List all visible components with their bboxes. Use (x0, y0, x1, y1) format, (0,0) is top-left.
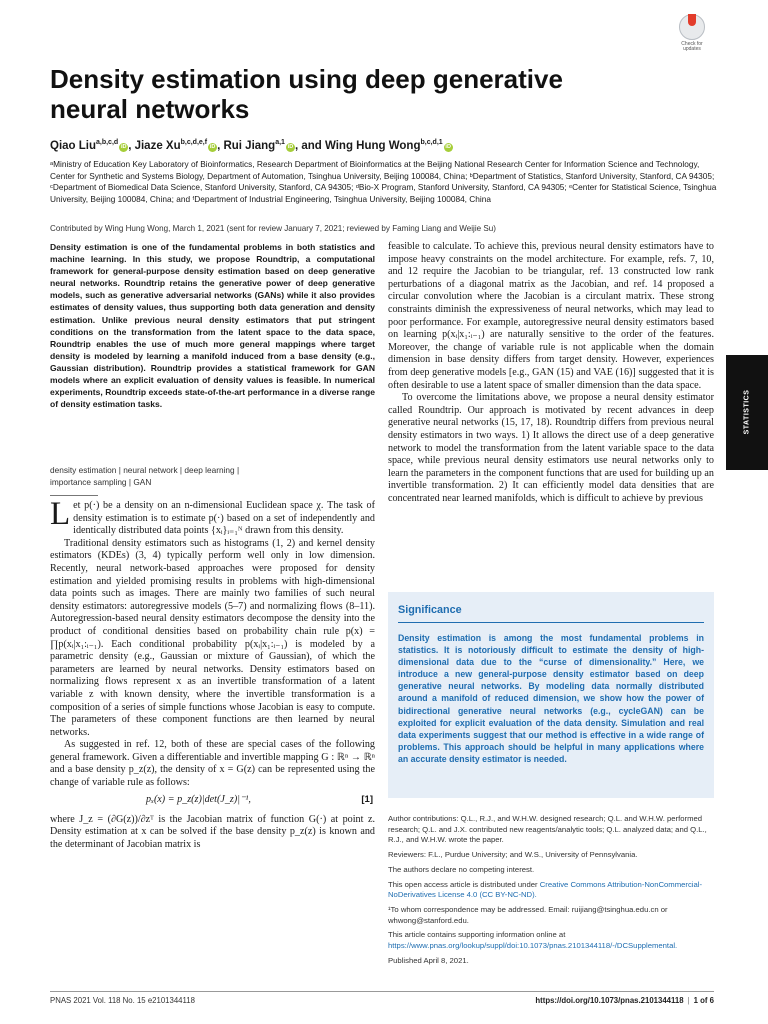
keyword[interactable]: importance sampling (50, 477, 127, 487)
abstract: Density estimation is one of the fundamental problems in both statistics and machine learning. In this study, we propose Roundtrip, a computational framework for general-purpose density estimation based on deep generative neural networks. Roundtrip retains the generative power of deep generative models, such as generative adversarial networks (GANs) while it also provides estimates of density values, thus supporting both data generation and density estimation. Unlike previous neural density estimators that put stringent conditions on the transformation from the latent space to the data space, Roundtrip enables the use of much more general mappings where target density is modeled by learning a manifold induced from a base density (e.g., Gaussian distribution). Roundtrip provides a statistical framework for GAN models where an explicit evaluation of density values is feasible. In numerical experiments, Roundtrip exceeds state-of-the-art performance in a diverse range of density estimation tasks. (50, 242, 375, 410)
keywords: density estimation | neural network | deep learning | importance sampling | GAN (50, 465, 240, 487)
body-paragraph: As suggested in ref. 12, both of these are special cases of the following general framework. Given a differentiable and invertible mapping G : ℝⁿ → ℝⁿ and a base density p_z(z), the density of x = G(z) can be represented using the change of variable rule as follows: (50, 739, 375, 789)
crossmark-line2: updates (683, 46, 701, 52)
competing-interest-note: The authors declare no competing interest. (388, 864, 535, 874)
author-contributions: Author contributions: Q.L., R.J., and W.H.W. designed research; Q.L. and W.H.W. performed research; Q.L. and J.X. contributed new reagents/analytic tools; Q.L. analyzed data; and Q.L., R.J., and W.H.W. wrote the paper. (388, 814, 707, 845)
check-for-updates-badge[interactable] (672, 14, 712, 52)
orcid-icon[interactable]: iD (209, 143, 216, 150)
significance-box (388, 592, 714, 798)
equation-block (50, 790, 375, 814)
author-affiliation-marks: a,b,c,d (96, 139, 119, 146)
license-link[interactable]: Creative Commons Attribution-NonCommercial-NoDerivatives License 4.0 (CC BY-NC-ND). (388, 879, 703, 900)
body-paragraph: Traditional density estimators such as histograms (1, 2) and kernel density estimators (KDEs) (3, 4) typically perform well only in low dimension. Recently, neural network-based approaches were proposed for density estimation and yielded promising results in problems with high-dimensional data points such as images. There are mainly two families of such neural density estimators: autoregressive models (5–7) and normalizing flows (8–11). Autoregression-based neural density estimators decompose the density into the product of conditional densities based on probability chain rule p(x) = ∏p(xᵢ|x₁:ᵢ₋₁). Each conditional probability p(xᵢ|x₁:ᵢ₋₁) is modeled by a parametric density (e.g., Gaussian or mixture of Gaussian), of which the parameters are learned by neural networks. Density estimators based on normalizing flows represent x as an invertible transformation of a latent variable z with known density, where the invertible transformation is a composition of a series of simple functions whose Jacobian is easy to compute. The parameters of these component functions are then learned by neural networks. (50, 537, 375, 738)
author-separator: , (217, 139, 224, 152)
equation: pₓ(x) = p_z(z)|det(J_z)|⁻¹, (146, 793, 251, 805)
author-affiliation-marks: b,c,d,1 (420, 139, 443, 146)
orcid-icon[interactable]: iD (445, 143, 451, 150)
journal-citation: PNAS 2021 Vol. 118 No. 15 e2101344118 (50, 996, 195, 1005)
body-paragraph: where J_z = (∂G(z))/∂zᵀ is the Jacobian matrix of function G(·) at point z. Density estimation at x can be solved if the base density p_z(z) is known and the determinant of Jacobian matrix is (50, 813, 375, 850)
correspondence-note: ¹To whom correspondence may be addressed. Email: ruijiang@tsinghua.edu.cn or whwong@stanford.edu. (388, 904, 668, 925)
footer-right (535, 996, 714, 1005)
keyword[interactable]: deep learning (184, 465, 235, 475)
doi-link[interactable]: https://doi.org/10.1073/pnas.2101344118 (535, 996, 684, 1005)
reviewers-note: Reviewers: F.L., Purdue University; and W.S., University of Pennsylvania. (388, 849, 638, 859)
license-note (388, 880, 714, 901)
contributed-by-line: Contributed by Wing Hung Wong, March 1, 2021 (sent for review January 7, 2021; reviewed by Faming Liang and Weijie Su) (50, 224, 496, 233)
crossmark-icon (679, 14, 705, 40)
author-list (50, 135, 690, 154)
equation-number: [1] (361, 793, 373, 805)
page-number: 1 of 6 (693, 996, 714, 1005)
author-affiliation-marks: b,c,d,e,f (180, 139, 208, 146)
body-text-right-column (388, 241, 714, 505)
drop-cap: L (50, 496, 71, 532)
author-affiliation-marks: a,1 (275, 139, 285, 146)
significance-heading: Significance (398, 604, 462, 616)
author-name[interactable]: Rui Jiang (223, 139, 276, 152)
paragraph-text: et p(·) be a density on an n-dimensional Euclidean space χ. The task of density estimation is to estimate p(·) based on a set of independently and identically distributed data points {xᵢ}ᵢ₌₁ᴺ drawn from this density. (73, 500, 375, 537)
footer-separator: | (687, 996, 690, 1005)
orcid-icon[interactable]: iD (120, 143, 127, 150)
affiliations: ᵃMinistry of Education Key Laboratory of Bioinformatics, Research Department of Bioinformatics at the Beijing National Research Center for Information Science and Technology, Center for Synthetic and Systems Biology, Department of Automation, Tsinghua University, Beijing 100084, China; ᵇDepartment of Statistics, Stanford University, Stanford, CA 94305; ᶜDepartment of Biomedical Data Science, Stanford University, Stanford, CA 94305; ᵈBio-X Program, Stanford University, Stanford, CA 94305; ᵉCenter for Statistical Science, Tsinghua University, Beijing 100084, China; and ᶠDepartment of Industrial Engineering, Tsinghua University, Beijing 100084, China (50, 159, 717, 204)
section-label: STATISTICS (743, 389, 751, 435)
author-name[interactable]: Jiaze Xu (134, 139, 181, 152)
published-date: Published April 8, 2021. (388, 955, 469, 965)
article-notes (388, 814, 714, 970)
author-separator: , and (294, 139, 325, 152)
body-text-left-column (50, 496, 375, 851)
keyword[interactable]: density estimation (50, 465, 117, 475)
title-line2: neural networks (50, 94, 250, 124)
intro-paragraph (50, 496, 375, 538)
body-paragraph: To overcome the limitations above, we propose a neural density estimator called Roundtrip. Our approach is motivated by recent advances in deep generative neural networks (15, 17, 18). Roundtrip differs from previous neural density estimators in two ways. 1) It allows the direct use of a deep generative network to model the transformation from the latent variable space to the data space, while previous neural density estimators use neural networks only to learn the parameters in the component functions that are used for building up an invertible transformation. 2) It can efficiently model data densities that are concentrated near learned manifolds, which is difficult to achieve by previous (388, 392, 714, 504)
supporting-info-note (388, 930, 714, 951)
paper-title (50, 64, 650, 124)
significance-text: Density estimation is among the most fundamental problems in statistics. It is notoriously difficult to estimate the density of high-dimensional data due to the “curse of dimensionality.” Here, we introduce a new general-purpose density estimator based on deep generative neural networks. By modeling data normally distributed around a manifold of reduced dimension, we show how the power of bidirectional generative neural networks (e.g., cycleGAN) can be exploited for explicit evaluation of the data density. Simulation and real data experiments suggest that our method is effective in a wide range of problems. This approach should be helpful in many applications where an accurate density estimator is needed. (398, 633, 704, 764)
license-prefix: This open access article is distributed under (388, 879, 540, 889)
supporting-prefix: This article contains supporting information online at (388, 930, 566, 940)
author-name[interactable]: Qiao Liu (50, 139, 96, 152)
title-line1: Density estimation using deep generative (50, 64, 563, 94)
section-tab (726, 355, 768, 470)
orcid-icon[interactable]: iD (287, 143, 294, 150)
keyword[interactable]: neural network (123, 465, 178, 475)
keyword[interactable]: GAN (133, 477, 152, 487)
author-separator: , (128, 139, 135, 152)
body-paragraph: feasible to calculate. To achieve this, previous neural density estimators have to impose heavy constraints on the model architecture. For example, refs. 7, 10, and 12 require the Jacobian to be triangular, ref. 13 constructed low rank perturbations of a diagonal matrix as the Jacobian, and ref. 14 proposed a circular convolution where the Jacobian is a circulant matrix. These strong constraints diminish the expressiveness of neural networks, which may lead to poor performance. For example, autoregressive neural density estimators based on learning p(xᵢ|x₁:ᵢ₋₁) are naturally sensitive to the order of the features. Moreover, the change of variable rule is not applicable when the domain dimension in base density differs from target density. However, experiences from deep generative models [e.g., GAN (15) and VAE (16)] suggested that it is often desirable to use a latent space of smaller dimension than the data space. (388, 241, 714, 391)
significance-rule (398, 622, 704, 623)
author-name[interactable]: Wing Hung Wong (324, 139, 421, 152)
crossmark-line1: Check for (681, 41, 703, 47)
supporting-info-link[interactable]: https://www.pnas.org/lookup/suppl/doi:10.1073/pnas.2101344118/-/DCSupplemental. (388, 940, 678, 950)
footer-rule (50, 991, 714, 992)
